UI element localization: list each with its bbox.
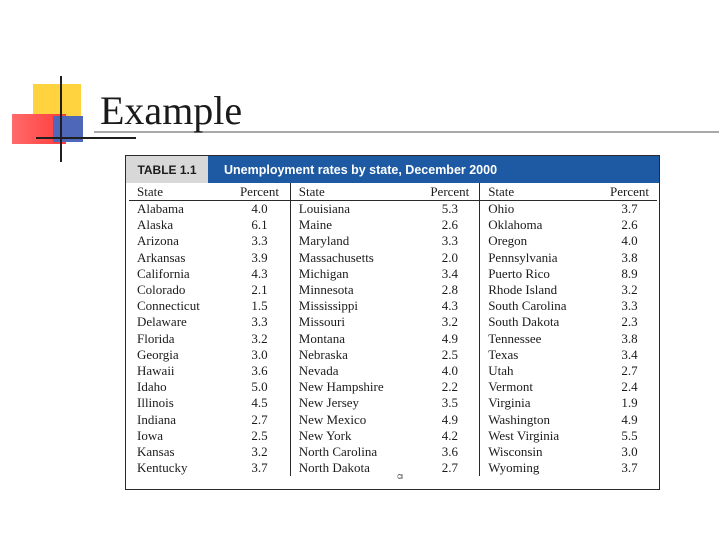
state-name-cell: Wyoming (480, 460, 602, 476)
percent-cell: 3.3 (621, 298, 638, 314)
state-name-cell: Georgia (137, 346, 179, 362)
state-name-cell: Arkansas (137, 249, 186, 265)
scan-artifact-icon: ʊ (394, 473, 406, 480)
state-name-cell: Illinois (137, 395, 174, 411)
state-name-cell: Oregon (480, 233, 602, 249)
percent-cell: 3.4 (621, 346, 638, 362)
percent-cell: 2.7 (251, 411, 268, 427)
state-name-cell: Alaska (137, 217, 174, 233)
percent-cell: 5.0 (251, 379, 268, 395)
state-name-cell: Ohio (480, 201, 602, 218)
state-name-cell: Vermont (480, 379, 602, 395)
unemployment-table (125, 155, 660, 490)
state-name-cell: New Hampshire (290, 379, 420, 395)
percent-cell: 2.7 (621, 362, 638, 378)
state-name-cell: Texas (480, 347, 602, 363)
percent-cell: 3.7 (251, 460, 268, 476)
table-row (129, 250, 657, 266)
table-number: TABLE 1.1 (126, 156, 208, 183)
table-row (129, 331, 657, 347)
percent-cell: 3.8 (621, 249, 638, 265)
table-row (129, 233, 657, 249)
state-name-cell: Massachusetts (290, 250, 420, 266)
state-name-cell: New York (290, 428, 420, 444)
state-name-cell: West Virginia (480, 428, 602, 444)
state-name-cell: Indiana (137, 411, 176, 427)
state-name-cell: South Carolina (480, 298, 602, 314)
state-name-cell: Tennessee (480, 331, 602, 347)
slide-title: Example (100, 88, 243, 133)
table-row (129, 298, 657, 314)
state-name-cell: Nevada (290, 363, 420, 379)
state-name-cell: Minnesota (290, 282, 420, 298)
percent-cell: 2.6 (621, 217, 638, 233)
percent-cell: 4.9 (621, 411, 638, 427)
percent-cell: 2.3 (621, 314, 638, 330)
table-row (129, 347, 657, 363)
state-name-cell: Kansas (137, 443, 175, 459)
percent-cell: 3.2 (441, 314, 458, 330)
table-row (129, 217, 657, 233)
state-name-cell: Florida (137, 330, 175, 346)
table-row (129, 395, 657, 411)
percent-cell: 5.5 (621, 427, 638, 443)
state-name-cell: South Dakota (480, 314, 602, 330)
percent-cell: 4.5 (251, 395, 268, 411)
title-ornament-horizontal-line (36, 137, 136, 139)
state-name-cell: Puerto Rico (480, 266, 602, 282)
table-row (129, 282, 657, 298)
header-state-3: State (480, 183, 602, 201)
percent-cell: 4.0 (251, 201, 268, 217)
state-name-cell: New Jersey (290, 395, 420, 411)
state-name-cell: Maryland (290, 233, 420, 249)
table-caption: Unemployment rates by state, December 2000 (224, 162, 498, 177)
percent-cell: 3.2 (621, 282, 638, 298)
percent-cell: 3.0 (251, 346, 268, 362)
table-row (129, 411, 657, 427)
percent-cell: 3.7 (621, 460, 638, 476)
state-name-cell: Washington (480, 411, 602, 427)
state-name-cell: Kentucky (137, 460, 188, 476)
header-percent-3: Percent (602, 183, 657, 201)
state-name-cell: Mississippi (290, 298, 420, 314)
percent-cell: 2.7 (441, 460, 458, 476)
state-name-cell: Missouri (290, 314, 420, 330)
state-name-cell: Pennsylvania (480, 250, 602, 266)
state-name-cell: Louisiana (290, 201, 420, 218)
state-name-cell: Oklahoma (480, 217, 602, 233)
header-percent-2: Percent (420, 183, 479, 201)
state-name-cell: California (137, 265, 190, 281)
percent-cell: 3.7 (621, 201, 638, 217)
percent-cell: 6.1 (251, 217, 268, 233)
table-row (129, 363, 657, 379)
percent-cell: 3.5 (441, 395, 458, 411)
percent-cell: 3.0 (621, 443, 638, 459)
percent-cell: 4.0 (441, 362, 458, 378)
table-row (129, 201, 657, 218)
state-name-cell: Utah (480, 363, 602, 379)
state-name-cell: Delaware (137, 314, 187, 330)
percent-cell: 2.8 (441, 282, 458, 298)
state-name-cell: Nebraska (290, 347, 420, 363)
percent-cell: 2.5 (251, 427, 268, 443)
percent-cell: 4.3 (251, 265, 268, 281)
percent-cell: 2.4 (621, 379, 638, 395)
table-row (129, 428, 657, 444)
state-name-cell: North Dakota (290, 460, 420, 476)
percent-cell: 2.6 (441, 217, 458, 233)
state-name-cell: Alabama (137, 201, 184, 217)
state-name-cell: Virginia (480, 395, 602, 411)
state-name-cell: Michigan (290, 266, 420, 282)
percent-cell: 3.6 (251, 362, 268, 378)
state-name-cell: Wisconsin (480, 444, 602, 460)
state-name-cell: Connecticut (137, 298, 200, 314)
table-row (129, 444, 657, 460)
table-caption-bar (126, 156, 659, 183)
table-body (129, 201, 657, 477)
header-state-2: State (290, 183, 420, 201)
percent-cell: 4.0 (621, 233, 638, 249)
percent-cell: 2.2 (441, 379, 458, 395)
state-name-cell: North Carolina (290, 444, 420, 460)
percent-cell: 4.2 (441, 427, 458, 443)
table-row (129, 314, 657, 330)
state-name-cell: Arizona (137, 233, 179, 249)
state-name-cell: Maine (290, 217, 420, 233)
percent-cell: 2.0 (441, 249, 458, 265)
table-row (129, 379, 657, 395)
percent-cell: 4.9 (441, 330, 458, 346)
percent-cell: 1.9 (621, 395, 638, 411)
percent-cell: 3.3 (251, 233, 268, 249)
percent-cell: 3.6 (441, 443, 458, 459)
percent-cell: 3.2 (251, 330, 268, 346)
state-name-cell: Hawaii (137, 362, 175, 378)
percent-cell: 3.3 (251, 314, 268, 330)
percent-cell: 3.4 (441, 265, 458, 281)
percent-cell: 2.1 (251, 282, 268, 298)
state-name-cell: Iowa (137, 427, 163, 443)
state-name-cell: New Mexico (290, 411, 420, 427)
table-row (129, 266, 657, 282)
header-state-1: State (129, 183, 229, 201)
table-row (129, 460, 657, 476)
percent-cell: 4.3 (441, 298, 458, 314)
percent-cell: 3.3 (441, 233, 458, 249)
header-percent-1: Percent (229, 183, 290, 201)
percent-cell: 5.3 (441, 201, 458, 217)
percent-cell: 3.2 (251, 443, 268, 459)
table-header-row (129, 183, 657, 201)
state-name-cell: Idaho (137, 379, 167, 395)
state-name-cell: Colorado (137, 282, 186, 298)
state-name-cell: Rhode Island (480, 282, 602, 298)
percent-cell: 8.9 (621, 265, 638, 281)
percent-cell: 3.8 (621, 330, 638, 346)
percent-cell: 4.9 (441, 411, 458, 427)
percent-cell: 1.5 (251, 298, 268, 314)
percent-cell: 2.5 (441, 346, 458, 362)
data-table (129, 183, 657, 476)
state-name-cell: Montana (290, 331, 420, 347)
percent-cell: 3.9 (251, 249, 268, 265)
title-ornament-vertical-line (60, 76, 62, 162)
